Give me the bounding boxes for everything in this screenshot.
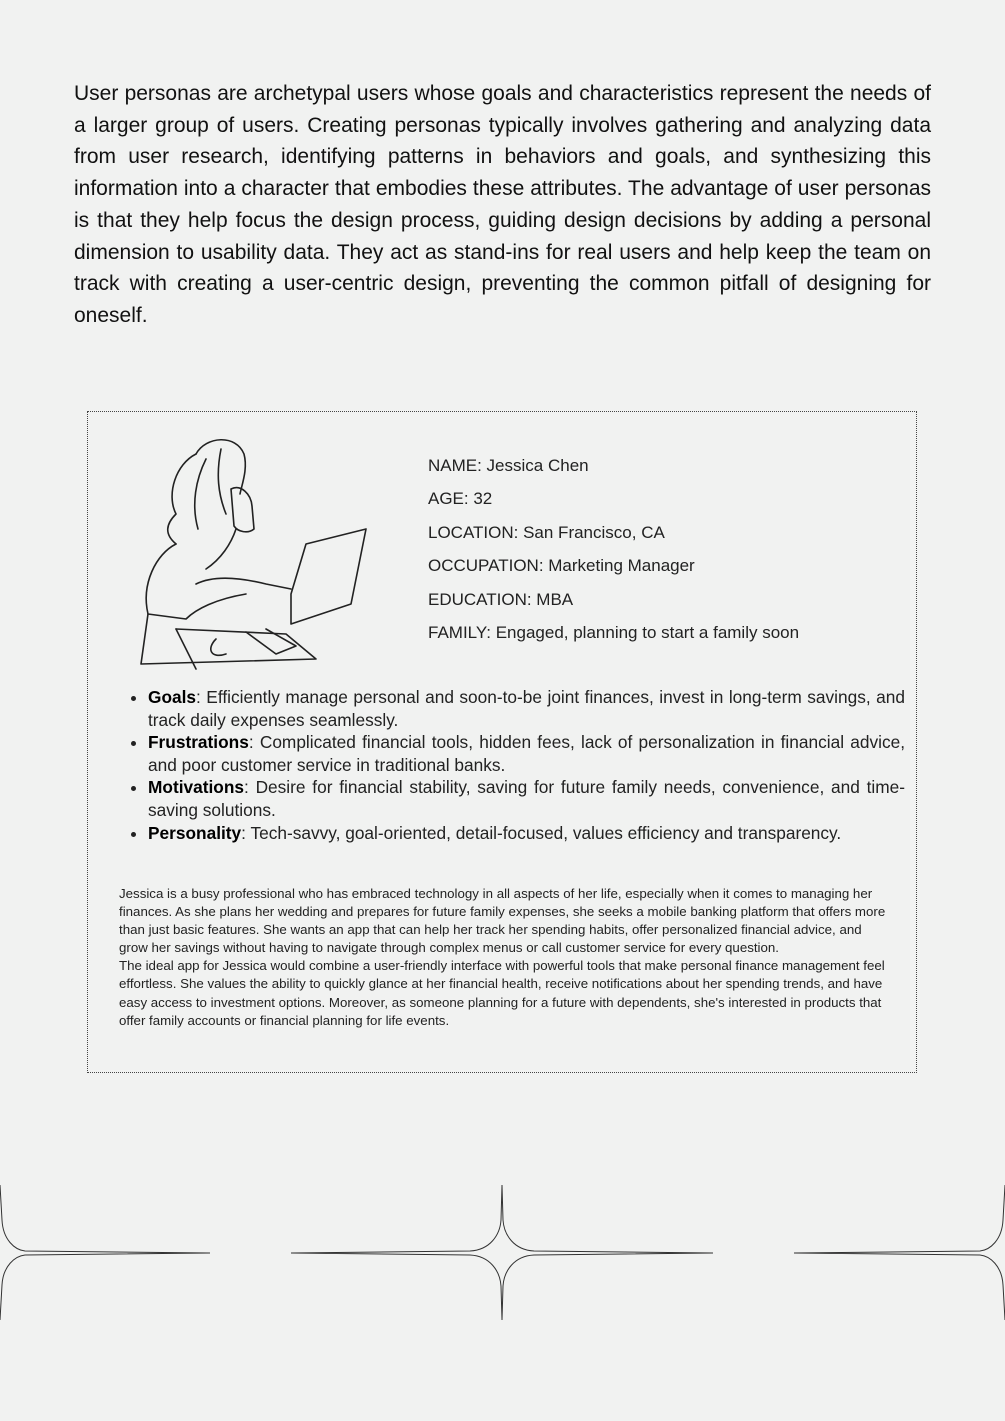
personality-text: : Tech-savvy, goal-oriented, detail-focused, values efficiency and transparency.	[241, 822, 842, 843]
persona-occupation: OCCUPATION: Marketing Manager	[428, 556, 695, 576]
motivations-item	[148, 776, 905, 821]
persona-info-list	[428, 456, 799, 656]
persona-story	[119, 885, 894, 1030]
goals-item	[148, 686, 905, 731]
persona-card	[87, 411, 917, 1073]
persona-traits-list	[130, 686, 905, 844]
woman-with-laptop-illustration	[136, 434, 376, 674]
persona-education: EDUCATION: MBA	[428, 589, 574, 609]
persona-name: NAME: Jessica Chen	[428, 456, 589, 475]
decorative-star-divider	[0, 1170, 1005, 1340]
intro-paragraph: User personas are archetypal users whose goals and characteristics represent the needs of a larger group of users. Creating personas typically involves gathering and analyzing data from user research, identifying patterns in behaviors and goals, and synthesizing this information into a character that embodies these attributes. The advantage of user personas is that they help focus the design process, guiding design decisions by adding a personal dimension to usability data. They act as stand-ins for real users and help keep the team on track with creating a user-centric design, preventing the common pitfall of designing for oneself.	[74, 82, 931, 327]
frustrations-item	[148, 731, 905, 776]
personality-item	[148, 822, 905, 845]
persona-age: AGE: 32	[428, 489, 493, 509]
personality-label: Personality	[148, 822, 242, 843]
story-paragraph: The ideal app for Jessica would combine a user-friendly interface with powerful tools that make personal finance management feel effortless. She values the ability to quickly glance at her financial health, receive notifications about her spending trends, and have easy access to investment options. Moreover, as someone planning for a future with dependents, she's interested in products that offer family accounts or financial planning for life events.	[119, 958, 885, 1028]
motivations-text: : Desire for financial stability, saving for future family needs, convenience, and time-saving solutions.	[148, 777, 905, 820]
motivations-label: Motivations	[148, 777, 245, 798]
goals-label: Goals	[148, 687, 197, 707]
frustrations-label: Frustrations	[148, 732, 249, 753]
persona-family: FAMILY: Engaged, planning to start a family soon	[428, 622, 800, 642]
goals-text: : Efficiently manage personal and soon-to-be joint finances, invest in long-term savings, and track daily expenses seamlessly.	[148, 687, 905, 730]
persona-location: LOCATION: San Francisco, CA	[428, 522, 665, 542]
frustrations-text: : Complicated financial tools, hidden fees, lack of personalization in financial advice, and poor customer service in traditional banks.	[148, 732, 905, 775]
story-paragraph: Jessica is a busy professional who has embraced technology in all aspects of her life, especially when it comes to managing her finances. As she plans her wedding and prepares for future family expenses, she seeks a mobile banking platform that offers more than just basic features. She wants an app that can help her track her spending habits, offer personalized financial advice, and grow her savings without having to navigate through complex menus or call customer service for every question.	[119, 886, 886, 956]
